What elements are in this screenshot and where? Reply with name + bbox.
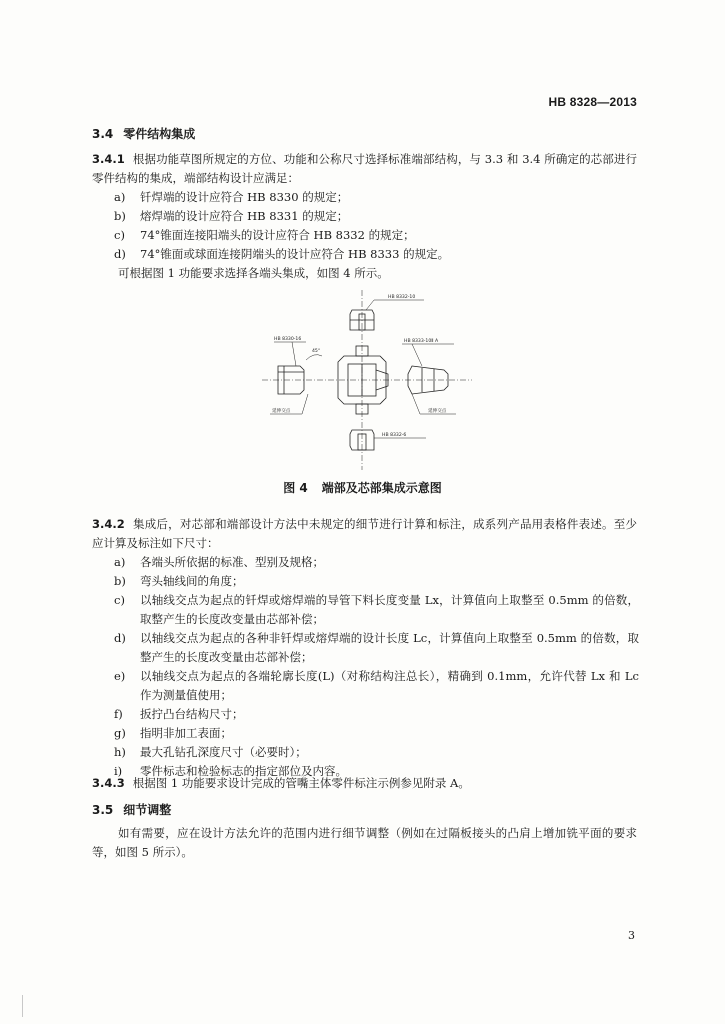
clause-3-4-1 xyxy=(92,150,637,188)
list-item: a) 钎焊端的设计应符合 HB 8330 的规定； xyxy=(114,190,349,204)
clause-3-4-1-after: 可根据图 1 功能要求选择各端头集成，如图 4 所示。 xyxy=(118,266,389,280)
list-item: f) 扳拧凸台结构尺寸； xyxy=(114,707,244,721)
list-item: g) 指明非加工表面； xyxy=(114,726,232,740)
clause-text: 根据图 1 功能要求设计完成的管嘴主体零件标注示例参见附录 A。 xyxy=(132,776,470,790)
list-item: c) 以轴线交点为起点的钎焊或熔焊端的导管下料长度变量 Lx，计算值向上取整至 0.5mm 的倍数，取整产生的长度改变量由芯部补偿； xyxy=(114,593,639,626)
clause-number: 3.4.3 xyxy=(92,776,125,790)
clause-number: 3.4.1 xyxy=(92,152,125,166)
list-item: b) 熔焊端的设计应符合 HB 8331 的规定； xyxy=(114,209,349,223)
clause-number: 3.4.2 xyxy=(92,517,125,531)
clause-text: 集成后，对芯部和端部设计方法中未规定的细节进行计算和标注，成系列产品用表格件表述。至少应计算及标注如下尺寸： xyxy=(92,517,637,550)
figure-4-diagram xyxy=(262,290,472,470)
section-number: 3.5 xyxy=(92,803,114,817)
page-number: 3 xyxy=(628,929,635,942)
clause-3-4-2 xyxy=(92,515,637,553)
label-left-point: 延伸交点 xyxy=(272,409,291,414)
section-3-4-heading xyxy=(92,125,195,142)
list-item: i) 零件标志和检验标志的指定部位及内容。 xyxy=(114,764,347,778)
section-title: 零件结构集成 xyxy=(123,127,196,141)
figure-title: 端部及芯部集成示意图 xyxy=(321,481,442,495)
section-3-5-heading xyxy=(92,801,171,818)
clause-text: 根据功能草图所规定的方位、功能和公称尺寸选择标准端部结构，与 3.3 和 3.4 所确定的芯部进行零件结构的集成，端部结构设计应满足： xyxy=(92,152,637,185)
list-item: a) 各端头所依据的标准、型别及规格； xyxy=(114,555,324,569)
section-number: 3.4 xyxy=(92,127,114,141)
label-left: HB 8330-16 xyxy=(274,337,302,342)
doc-code: HB 8328—2013 xyxy=(548,95,637,109)
list-item: h) 最大孔钻孔深度尺寸（必要时）； xyxy=(114,745,307,759)
list-item: d) 以轴线交点为起点的各种非钎焊或熔焊端的设计长度 Lc，计算值向上取整至 0.5mm 的倍数，取整产生的长度改变量由芯部补偿； xyxy=(114,631,639,664)
clause-3-4-3 xyxy=(92,774,637,793)
label-right: HB 8333-10Ⅱ A xyxy=(404,339,439,344)
clause-3-5-text: 如有需要，应在设计方法允许的范围内进行细节调整（例如在过隔板接头的凸肩上增加铣平面的要求等，如图 5 所示）。 xyxy=(92,826,637,859)
label-right-point: 延伸交点 xyxy=(428,409,447,414)
list-item: e) 以轴线交点为起点的各端轮廓长度(L)（对称结构注总长），精确到 0.1mm，允许代替 Lx 和 Lc 作为测量值使用； xyxy=(114,669,639,702)
clause-3-4-1-list xyxy=(114,188,639,264)
figure-4-caption xyxy=(0,479,725,496)
figure-number: 图 4 xyxy=(283,481,308,495)
clause-3-4-2-list xyxy=(114,553,639,781)
label-bottom: HB 8332-6 xyxy=(382,433,407,438)
label-angle: 45° xyxy=(312,349,321,354)
list-item: b) 弯头轴线间的角度； xyxy=(114,574,244,588)
list-item: d) 74°锥面或球面连接阴端头的设计应符合 HB 8333 的规定。 xyxy=(114,247,450,261)
margin-mark xyxy=(22,995,23,1017)
section-title: 细节调整 xyxy=(123,803,172,817)
label-top: HB 8332-10 xyxy=(388,295,416,300)
list-item: c) 74°锥面连接阳端头的设计应符合 HB 8332 的规定； xyxy=(114,228,415,242)
